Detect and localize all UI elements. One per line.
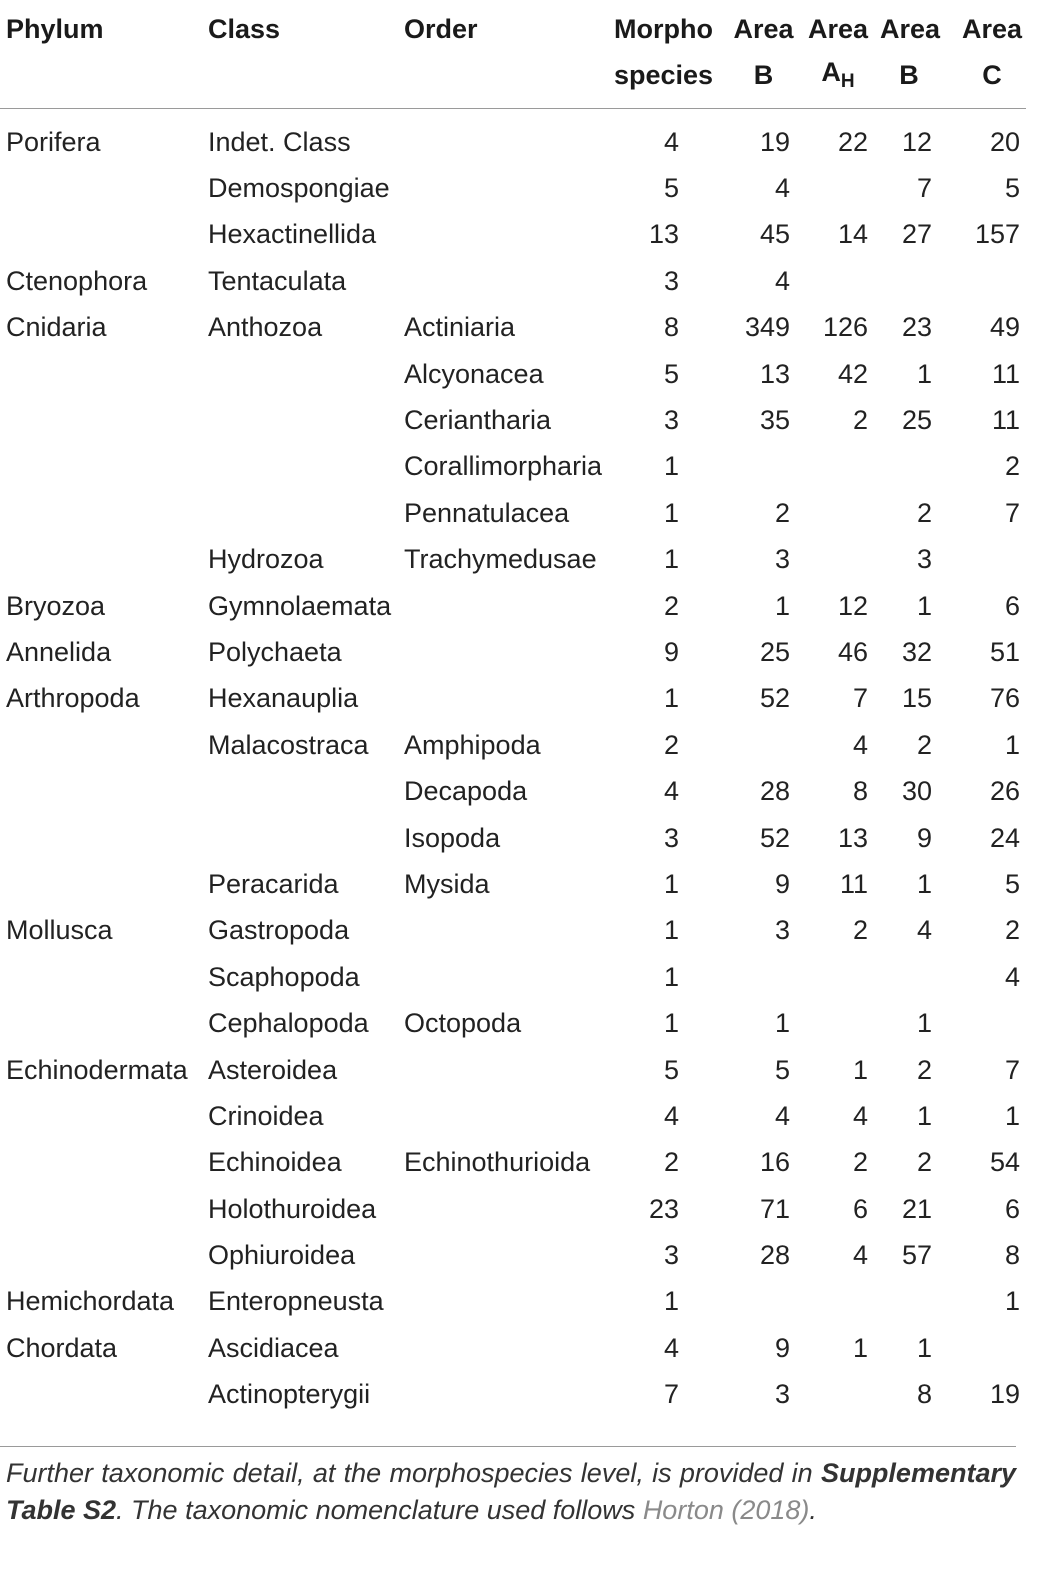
cell-morphospecies: 3 [663,1240,679,1271]
cell-area-b-first: 1 [774,1008,790,1039]
cell-order [398,954,608,1000]
cell-area-b-first: 9 [774,1332,790,1363]
cell-area-ah [796,1372,874,1418]
cell-area-b-second: 2 [916,497,932,528]
cell-area-c: 157 [974,219,1020,250]
header-morpho-line2: species [614,59,714,90]
cell-area-b-first: 19 [759,126,790,157]
cell-morphospecies: 1 [663,544,679,575]
cell-class: Tentaculata [208,265,347,296]
cell-order: Octopoda [404,1008,522,1039]
cell-morphospecies: 5 [663,1054,679,1085]
cell-area-b-first: 9 [774,868,790,899]
cell-class [202,397,398,443]
cell-morphospecies: 1 [663,451,679,482]
cell-area-ah: 4 [852,729,868,760]
cell-phylum [0,1093,202,1139]
cell-class: Holothuroidea [208,1193,377,1224]
table-row [0,815,1026,861]
cell-phylum [0,1140,202,1186]
cell-phylum [0,815,202,861]
cell-area-b-first: 3 [774,915,790,946]
cell-area-b-second: 23 [901,312,932,343]
cell-order [398,1325,608,1371]
cell-order: Corallimorpharia [404,451,603,482]
cell-area-c: 11 [991,358,1020,389]
table-bottom-rule [0,1446,1016,1447]
header-area-c-line1: Area [961,13,1023,44]
cell-area-c: 11 [991,405,1020,436]
cell-area-b-first: 35 [759,405,790,436]
cell-phylum [0,1000,202,1046]
cell-phylum: Bryozoa [6,590,106,621]
cell-area-ah: 126 [822,312,868,343]
cell-area-b-first: 2 [774,497,790,528]
cell-area-b-second: 1 [916,590,932,621]
cell-morphospecies: 1 [663,868,679,899]
cell-area-ah: 14 [837,219,868,250]
cell-morphospecies: 5 [663,173,679,204]
cell-area-b-first: 28 [759,1240,790,1271]
table-row [0,1093,1026,1139]
cell-area-b-first: 4 [774,1100,790,1131]
cell-area-b-second: 4 [916,915,932,946]
cell-area-b-first: 52 [759,683,790,714]
cell-class: Peracarida [208,868,339,899]
cell-phylum [0,444,202,490]
cell-area-ah: 1 [852,1054,868,1085]
table-row [0,1140,1026,1186]
cell-class: Malacostraca [208,729,369,760]
cell-area-b-first [685,1279,796,1325]
cell-area-ah: 22 [837,126,868,157]
cell-area-c [938,1325,1026,1371]
cell-area-b-second [874,954,938,1000]
cell-class: Hydrozoa [208,544,324,575]
cell-area-c: 7 [1004,497,1020,528]
cell-area-c: 19 [989,1379,1020,1410]
table-row [0,1279,1026,1325]
cell-class: Gymnolaemata [208,590,392,621]
cell-morphospecies: 1 [663,683,679,714]
cell-area-c: 51 [989,636,1020,667]
table-row [0,1325,1026,1371]
cell-morphospecies: 23 [648,1193,679,1224]
table-body [0,109,1026,1418]
cell-class: Demospongiae [208,173,390,204]
cell-area-c [938,1000,1026,1046]
cell-morphospecies: 3 [663,405,679,436]
cell-order [398,109,608,166]
cell-phylum [0,861,202,907]
table-row [0,1232,1026,1278]
cell-class: Cephalopoda [208,1008,369,1039]
cell-order: Mysida [404,868,490,899]
cell-area-c: 5 [1004,868,1020,899]
cell-area-b-second: 9 [916,822,932,853]
cell-area-ah: 42 [837,358,868,389]
cell-area-b-second [874,1279,938,1325]
cell-area-b-first: 4 [774,173,790,204]
cell-area-c: 2 [1004,451,1020,482]
cell-phylum: Ctenophora [6,265,148,296]
cell-area-ah [796,444,874,490]
table-row [0,351,1026,397]
cell-area-ah: 13 [837,822,868,853]
cell-class: Enteropneusta [208,1286,384,1317]
cell-morphospecies: 1 [663,497,679,528]
header-area-ah-main: A [821,57,841,87]
cell-area-b-second: 21 [901,1193,932,1224]
cell-area-b-first: 4 [774,265,790,296]
footnote-supplementary-link[interactable]: Supplementary Table S2 [6,1458,1016,1525]
cell-area-b-first: 3 [774,544,790,575]
cell-phylum: Annelida [6,636,112,667]
table-row [0,954,1026,1000]
cell-area-b-second: 1 [916,868,932,899]
table-row [0,722,1026,768]
cell-area-c: 4 [1004,961,1020,992]
cell-area-b-second: 27 [901,219,932,250]
table-row [0,109,1026,166]
cell-area-b-first: 3 [774,1379,790,1410]
cell-area-c: 49 [989,312,1020,343]
cell-area-b-second: 2 [916,1147,932,1178]
cell-phylum [0,722,202,768]
cell-area-ah: 12 [837,590,868,621]
cell-phylum [0,165,202,211]
cell-order [398,676,608,722]
cell-order [398,258,608,304]
cell-morphospecies: 13 [648,219,679,250]
cell-phylum [0,1186,202,1232]
cell-phylum [0,1372,202,1418]
table-row [0,305,1026,351]
cell-area-b-second: 8 [916,1379,932,1410]
table-row [0,212,1026,258]
cell-area-b-first [685,954,796,1000]
cell-morphospecies: 4 [663,1100,679,1131]
cell-area-b-second [874,444,938,490]
header-class: Class [208,13,281,44]
cell-area-ah [796,165,874,211]
cell-phylum [0,768,202,814]
cell-morphospecies: 3 [663,265,679,296]
table-header [0,0,1026,109]
cell-area-b-second: 2 [916,729,932,760]
cell-area-b-first: 71 [759,1193,790,1224]
cell-area-ah: 2 [852,1147,868,1178]
cell-morphospecies: 4 [663,126,679,157]
cell-area-c: 1 [1004,729,1020,760]
cell-area-ah: 4 [852,1240,868,1271]
cell-area-ah: 2 [852,915,868,946]
cell-order: Pennatulacea [404,497,570,528]
cell-area-b-first: 52 [759,822,790,853]
cell-morphospecies: 2 [663,590,679,621]
cell-order [398,1093,608,1139]
cell-morphospecies: 2 [663,729,679,760]
cell-area-c [938,537,1026,583]
cell-morphospecies: 1 [663,1286,679,1317]
header-area-ah-sub: H [840,71,855,92]
cell-area-b-first: 1 [774,590,790,621]
cell-order [398,1372,608,1418]
table-row [0,1186,1026,1232]
cell-morphospecies: 5 [663,358,679,389]
table-row [0,861,1026,907]
cell-area-b-first: 28 [759,776,790,807]
footnote-text-2: . The taxonomic nomenclature used follows [116,1495,643,1525]
cell-order: Alcyonacea [404,358,544,389]
cell-phylum [0,351,202,397]
cell-area-ah: 2 [852,405,868,436]
header-order: Order [404,13,478,44]
cell-order [398,1232,608,1278]
cell-order: Amphipoda [404,729,541,760]
cell-area-b-first: 16 [759,1147,790,1178]
cell-area-ah [796,258,874,304]
cell-area-ah [796,490,874,536]
cell-morphospecies: 1 [663,1008,679,1039]
table-footnote [6,1455,1016,1529]
cell-area-c: 6 [1004,590,1020,621]
cell-phylum [0,1232,202,1278]
cell-morphospecies: 7 [663,1379,679,1410]
cell-area-b-first: 25 [759,636,790,667]
cell-morphospecies: 2 [663,1147,679,1178]
cell-area-ah [796,1279,874,1325]
cell-class: Actinopterygii [208,1379,371,1410]
header-area-b1-line2: B [753,59,774,90]
cell-area-c: 5 [1004,173,1020,204]
cell-order [398,583,608,629]
cell-morphospecies: 3 [663,822,679,853]
cell-order [398,1186,608,1232]
cell-morphospecies: 1 [663,915,679,946]
cell-order [398,165,608,211]
cell-order: Echinothurioida [404,1147,591,1178]
cell-phylum [0,954,202,1000]
cell-class: Indet. Class [208,126,351,157]
cell-order [398,1279,608,1325]
cell-phylum: Mollusca [6,915,113,946]
cell-area-b-second: 7 [916,173,932,204]
cell-class: Scaphopoda [208,961,360,992]
cell-morphospecies: 4 [663,776,679,807]
header-phylum: Phylum [6,13,104,44]
cell-area-b-second: 2 [916,1054,932,1085]
cell-order [398,212,608,258]
table-row [0,1047,1026,1093]
cell-area-b-second: 57 [901,1240,932,1271]
cell-class [202,444,398,490]
cell-phylum [0,490,202,536]
cell-class [202,490,398,536]
table-row [0,490,1026,536]
cell-class: Echinoidea [208,1147,342,1178]
cell-order: Trachymedusae [404,544,597,575]
cell-class: Crinoidea [208,1100,324,1131]
cell-area-b-second: 3 [916,544,932,575]
cell-area-b-second: 15 [901,683,932,714]
table-row [0,768,1026,814]
cell-class [202,351,398,397]
cell-morphospecies: 9 [663,636,679,667]
cell-area-b-second: 12 [901,126,932,157]
table-row [0,908,1026,954]
cell-area-b-first: 349 [744,312,790,343]
cell-class: Anthozoa [208,312,323,343]
cell-area-ah: 4 [852,1100,868,1131]
cell-area-c: 26 [989,776,1020,807]
cell-area-c: 8 [1004,1240,1020,1271]
cell-order: Ceriantharia [404,405,552,436]
header-morpho-line1: Morpho [614,13,713,44]
table-row [0,444,1026,490]
cell-area-c [938,258,1026,304]
cell-order: Isopoda [404,822,501,853]
table-row [0,397,1026,443]
cell-class: Asteroidea [208,1054,338,1085]
cell-area-b-second: 25 [901,405,932,436]
cell-phylum: Chordata [6,1332,118,1363]
cell-phylum [0,397,202,443]
cell-area-b-first: 13 [759,358,790,389]
table-row [0,1372,1026,1418]
header-area-b1-line1: Area [733,13,794,44]
cell-order: Actiniaria [404,312,516,343]
cell-phylum [0,212,202,258]
cell-class [202,768,398,814]
cell-area-c: 54 [989,1147,1020,1178]
cell-class: Gastropoda [208,915,350,946]
header-area-c-line2: C [982,59,1002,90]
cell-area-c: 7 [1004,1054,1020,1085]
table-row [0,258,1026,304]
cell-class [202,815,398,861]
cell-area-b-second: 1 [916,1008,932,1039]
cell-class: Ascidiacea [208,1332,339,1363]
cell-area-ah: 1 [852,1332,868,1363]
cell-phylum: Hemichordata [6,1286,175,1317]
header-area-b2-line1: Area [880,13,941,44]
cell-area-b-first: 45 [759,219,790,250]
cell-phylum: Porifera [6,126,101,157]
cell-area-ah: 7 [852,683,868,714]
cell-morphospecies: 4 [663,1332,679,1363]
cell-area-b-second: 1 [916,358,932,389]
footnote-text-3: . [809,1495,817,1525]
table-row [0,537,1026,583]
cell-area-c: 76 [989,683,1020,714]
cell-area-ah [796,1000,874,1046]
cell-class: Ophiuroidea [208,1240,356,1271]
cell-area-b-second [874,258,938,304]
cell-area-b-second: 32 [901,636,932,667]
cell-class: Hexanauplia [208,683,359,714]
cell-order: Decapoda [404,776,528,807]
cell-phylum: Echinodermata [6,1054,188,1085]
cell-class: Hexactinellida [208,219,377,250]
cell-area-b-first: 5 [774,1054,790,1085]
cell-morphospecies: 8 [663,312,679,343]
footnote-text-1: Further taxonomic detail, at the morphospecies level, is provided in [6,1458,821,1488]
cell-area-ah [796,954,874,1000]
footnote-reference-link[interactable]: Horton (2018) [642,1495,810,1525]
cell-area-b-second: 30 [901,776,932,807]
cell-order [398,1047,608,1093]
cell-morphospecies: 1 [663,961,679,992]
header-area-ah-line2 [796,52,874,109]
cell-area-b-first [685,444,796,490]
cell-area-b-second: 1 [916,1100,932,1131]
cell-phylum: Cnidaria [6,312,107,343]
cell-phylum: Arthropoda [6,683,140,714]
table-row [0,583,1026,629]
cell-area-c: 1 [1004,1286,1020,1317]
table-row [0,676,1026,722]
cell-order [398,629,608,675]
cell-area-ah [796,537,874,583]
header-area-b2-line2: B [899,59,919,90]
table-row [0,1000,1026,1046]
cell-area-ah: 6 [852,1193,868,1224]
cell-area-c: 20 [989,126,1020,157]
cell-area-c: 6 [1004,1193,1020,1224]
cell-area-b-first [685,722,796,768]
cell-area-ah: 8 [852,776,868,807]
table-row [0,165,1026,211]
cell-area-c: 2 [1004,915,1020,946]
cell-area-ah: 46 [837,636,868,667]
header-area-ah-line1: Area [807,13,869,44]
cell-class: Polychaeta [208,636,342,667]
cell-phylum [0,537,202,583]
table-row [0,629,1026,675]
cell-area-b-second: 1 [916,1332,932,1363]
cell-order [398,908,608,954]
cell-area-ah: 11 [839,868,868,899]
cell-area-c: 24 [989,822,1020,853]
cell-area-c: 1 [1004,1100,1020,1131]
